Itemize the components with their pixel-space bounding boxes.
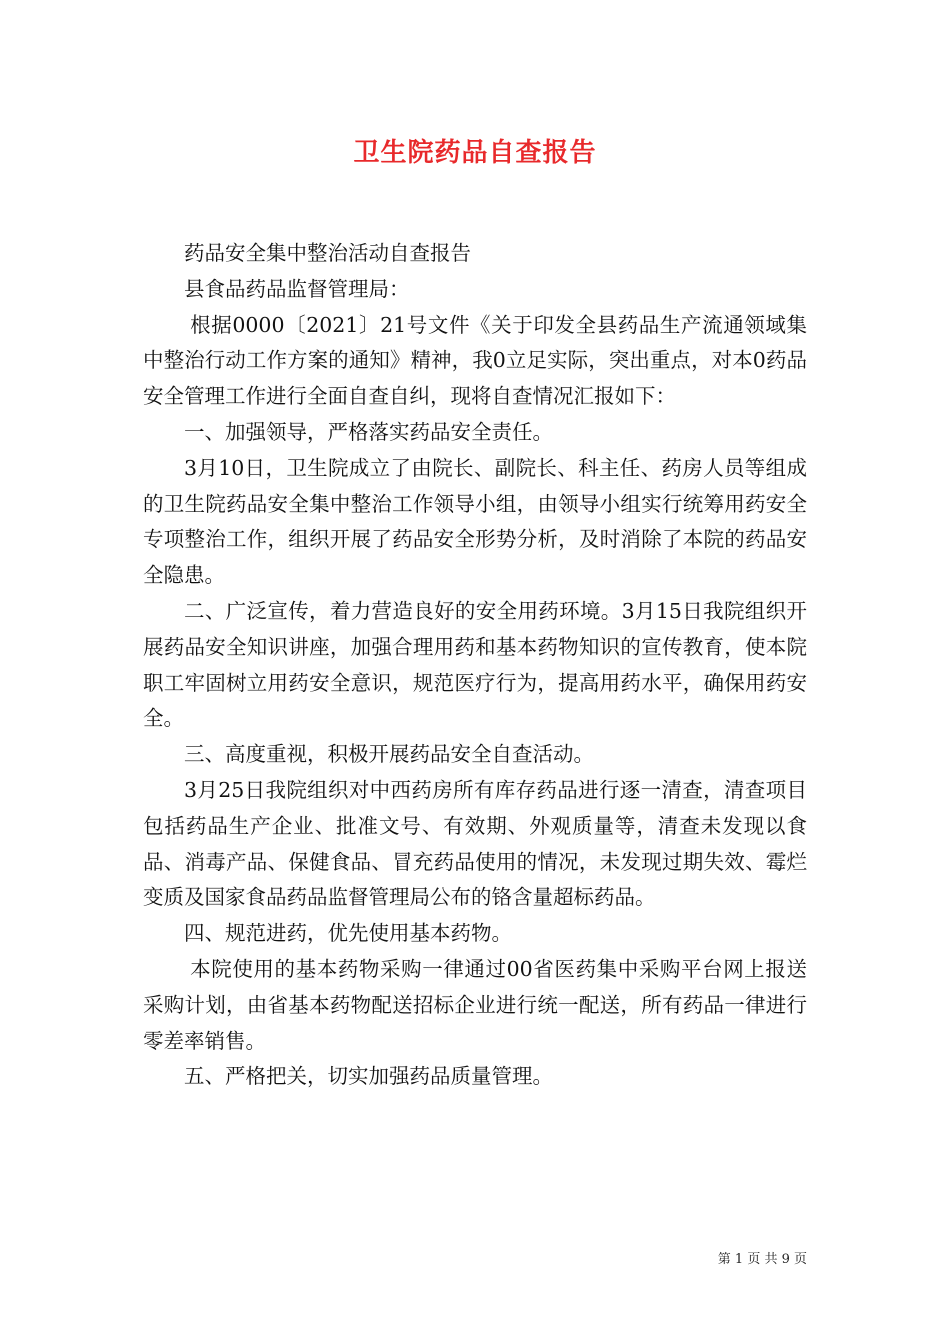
paragraph-heading-5: 五、严格把关，切实加强药品质量管理。: [184, 1064, 553, 1089]
paragraph-section-4: 本院使用的基本药物采购一律通过00省医药集中采购平台网上报送采购计划，由省基本药物配送招标企业进行统一配送，所有药品一律进行零差率销售。: [143, 956, 807, 1053]
paragraph-report-subtitle: 药品安全集中整治活动自查报告: [184, 241, 471, 265]
document-body: [143, 236, 807, 1095]
paragraph-section-3: 3月25日我院组织对中西药房所有库存药品进行逐一清查，清查项目包括药品生产企业、批准文号、有效期、外观质量等，清查未发现以食品、消毒产品、保健食品、冒充药品使用的情况，未发现过期失效、霉烂变质及国家食品药品监督管理局公布的铬含量超标药品。: [143, 777, 807, 910]
document-title: 卫生院药品自查报告: [353, 138, 597, 168]
paragraph-section-1: 3月10日，卫生院成立了由院长、副院长、科主任、药房人员等组成的卫生院药品安全集中整治工作领导小组，由领导小组实行统筹用药安全专项整治工作，组织开展了药品安全形势分析，及时消除了本院的药品安全隐患。: [143, 455, 807, 588]
paragraph-addressee: 县食品药品监督管理局：: [184, 276, 410, 301]
paragraph-heading-4: 四、规范进药，优先使用基本药物。: [184, 921, 512, 946]
paragraph-heading-1: 一、加强领导，严格落实药品安全责任。: [184, 419, 553, 444]
paragraph-heading-3: 三、高度重视，积极开展药品安全自查活动。: [184, 742, 594, 767]
paragraph-section-2: 二、广泛宣传，着力营造良好的安全用药环境。3月15日我院组织开展药品安全知识讲座，加强合理用药和基本药物知识的宣传教育，使本院职工牢固树立用药安全意识，规范医疗行为，提高用药水平，确保用药安全。: [143, 598, 807, 731]
page-number: 第 1 页 共 9 页: [717, 1252, 807, 1267]
paragraph-intro: 根据0000〔2021〕21号文件《关于印发全县药品生产流通领域集中整治行动工作方案的通知》精神，我0立足实际，突出重点，对本0药品安全管理工作进行全面自查自纠，现将自查情况汇报如下：: [143, 312, 807, 409]
